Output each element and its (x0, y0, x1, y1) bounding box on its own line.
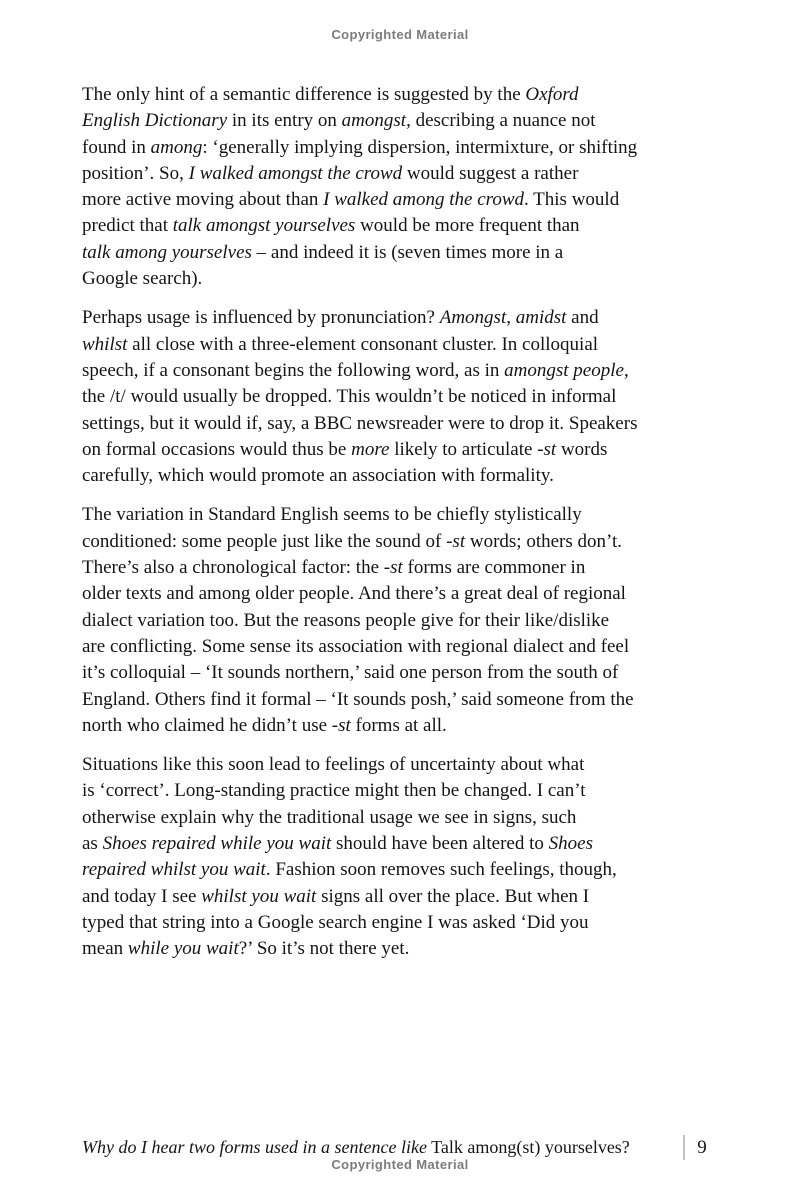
italic-text: amongst people (504, 359, 624, 381)
paragraph (82, 82, 722, 292)
roman-text: There’s also a chronological factor: the (82, 557, 384, 579)
text-line (82, 831, 722, 857)
text-line (82, 805, 722, 831)
page-number: 9 (697, 1136, 707, 1158)
roman-text: ?’ So it’s not there yet. (238, 938, 410, 960)
italic-text: more (351, 438, 390, 460)
roman-text: Google search). (82, 268, 203, 290)
roman-text: more active moving about than (82, 189, 324, 211)
text-line (82, 187, 722, 213)
text-line (82, 857, 722, 883)
italic-text: Shoes (548, 833, 593, 855)
italic-text: English Dictionary (82, 110, 228, 132)
roman-text: carefully, which would promote an association with formality. (82, 465, 554, 487)
roman-text: speech, if a consonant begins the following word, as in (82, 359, 505, 381)
copyright-banner-bottom: Copyrighted Material (331, 1157, 469, 1172)
text-line (82, 384, 722, 410)
italic-text: talk amongst yourselves (172, 215, 356, 237)
roman-text: – and indeed it is (seven times more in a (251, 241, 564, 263)
italic-text: Amongst (439, 307, 507, 329)
text-line (82, 82, 722, 108)
roman-text: words (556, 438, 608, 460)
roman-text: . This would (524, 189, 620, 211)
roman-text: Perhaps usage is influenced by pronunciation? (82, 307, 440, 329)
text-line (82, 411, 722, 437)
italic-text: amongst (341, 110, 407, 132)
paragraph (82, 305, 722, 489)
italic-text: whilst (82, 333, 128, 355)
roman-text: and today I see (82, 885, 202, 907)
roman-text: position’. So, (82, 162, 189, 184)
roman-text: would be more frequent than (355, 215, 580, 237)
italic-text: whilst you wait (201, 885, 317, 907)
roman-text: north who claimed he didn’t use (82, 714, 332, 736)
roman-text: The only hint of a semantic difference is suggested by the (82, 84, 526, 105)
text-line (82, 161, 722, 187)
roman-text: Talk among(st) yourselves? (426, 1137, 630, 1157)
italic-text: while you wait (127, 938, 239, 960)
roman-text: signs all over the place. But when I (316, 885, 590, 907)
italic-text: repaired whilst you wait (82, 859, 266, 881)
roman-text: , describing a nuance not (406, 110, 596, 132)
text-line (82, 463, 722, 489)
text-line (82, 108, 722, 134)
roman-text: dialect variation too. But the reasons people give for their like/dislike (82, 609, 610, 631)
roman-text: England. Others find it formal – ‘It sounds posh,’ said someone from the (82, 688, 634, 710)
text-line (82, 634, 722, 660)
roman-text: predict that (82, 215, 173, 237)
roman-text: forms at all. (350, 714, 447, 736)
text-line (82, 555, 722, 581)
italic-text: Shoes repaired while you wait (102, 833, 332, 855)
text-line (82, 713, 722, 739)
roman-text: , (506, 307, 516, 329)
roman-text: in its entry on (227, 110, 342, 132)
italic-text: amidst (515, 307, 567, 329)
roman-text: Situations like this soon lead to feelings of uncertainty about what (82, 754, 585, 776)
text-line (82, 752, 722, 778)
text-line (82, 581, 722, 607)
roman-text: The variation in Standard English seems to be chiefly stylistically (82, 504, 582, 526)
roman-text: : ‘generally implying dispersion, intermixture, or shifting (202, 136, 638, 158)
text-line (82, 778, 722, 804)
roman-text: . Fashion soon removes such feelings, though, (265, 859, 617, 881)
roman-text: conditioned: some people just like the sound of (82, 530, 447, 552)
italic-text: talk among yourselves (82, 241, 252, 263)
roman-text: found in (82, 136, 151, 158)
text-line (82, 936, 722, 962)
italic-text: Oxford (525, 84, 579, 105)
roman-text: it’s colloquial – ‘It sounds northern,’ said one person from the south of (82, 662, 619, 684)
roman-text: should have been altered to (331, 833, 549, 855)
text-line (82, 884, 722, 910)
italic-text: -st (537, 438, 557, 460)
roman-text: all close with a three-element consonant cluster. In colloquial (127, 333, 599, 355)
text-line (82, 358, 722, 384)
roman-text: are conflicting. Some sense its association with regional dialect and feel (82, 635, 630, 657)
roman-text: otherwise explain why the traditional usage we see in signs, such (82, 806, 577, 828)
text-line (82, 608, 722, 634)
roman-text: is ‘correct’. Long-standing practice might then be changed. I can’t (82, 780, 586, 802)
roman-text: on formal occasions would thus be (82, 438, 352, 460)
text-line (82, 660, 722, 686)
roman-text: words; others don’t. (465, 530, 623, 552)
italic-text: -st (446, 530, 466, 552)
roman-text: forms are commoner in (402, 557, 586, 579)
roman-text: older texts and among older people. And there’s a great deal of regional (82, 583, 626, 605)
italic-text: -st (331, 714, 351, 736)
text-line (82, 502, 722, 528)
roman-text: and (566, 307, 599, 329)
italic-text: -st (383, 557, 403, 579)
text-line (82, 910, 722, 936)
roman-text: , (623, 359, 629, 381)
italic-text: Why do I hear two forms used in a sentence like (82, 1137, 427, 1157)
text-line (82, 305, 722, 331)
roman-text: mean (82, 938, 128, 960)
page-body (82, 82, 722, 976)
text-line (82, 437, 722, 463)
roman-text: likely to articulate (389, 438, 538, 460)
text-line (82, 135, 722, 161)
text-line (82, 332, 722, 358)
text-line (82, 240, 722, 266)
copyright-banner-top: Copyrighted Material (331, 27, 469, 42)
text-line (82, 213, 722, 239)
running-title (82, 1137, 630, 1158)
roman-text: typed that string into a Google search engine I was asked ‘Did you (82, 911, 589, 933)
paragraph (82, 752, 722, 962)
roman-text: the /t/ would usually be dropped. This wouldn’t be noticed in informal (82, 386, 617, 408)
text-line (82, 266, 722, 292)
roman-text: as (82, 833, 103, 855)
italic-text: I walked amongst the crowd (188, 162, 403, 184)
paragraph (82, 502, 722, 739)
text-line (82, 529, 722, 555)
roman-text: would suggest a rather (402, 162, 579, 184)
italic-text: among (150, 136, 203, 158)
roman-text: settings, but it would if, say, a BBC newsreader were to drop it. Speakers (82, 412, 638, 434)
italic-text: I walked among the crowd (323, 189, 525, 211)
text-line (82, 687, 722, 713)
